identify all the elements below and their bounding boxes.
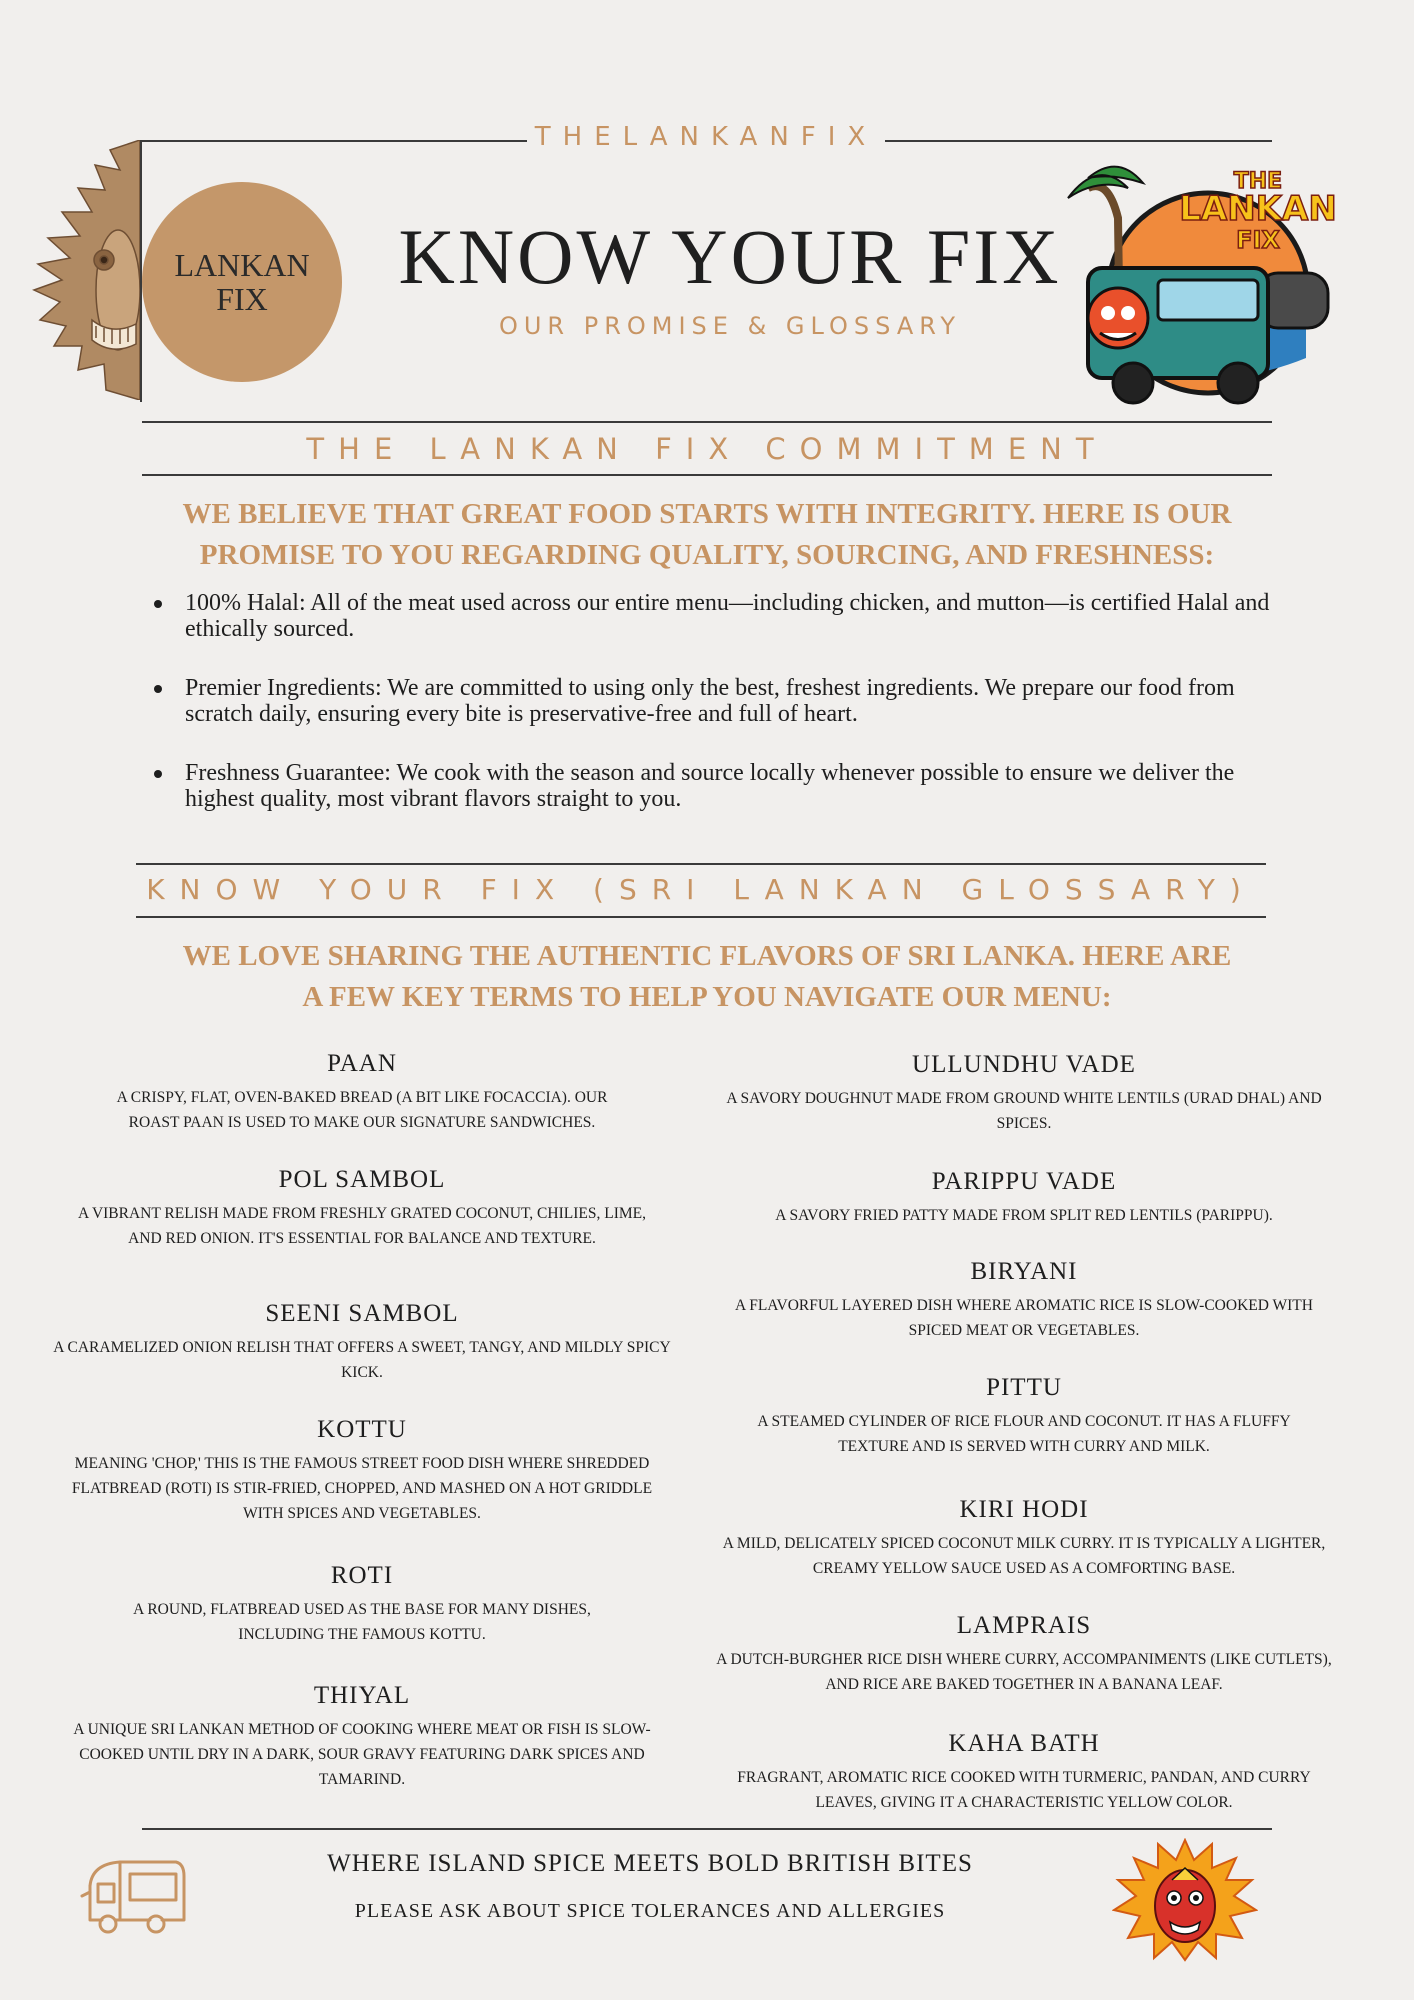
truck-logo-line3: FIX [1236,226,1280,254]
glossary-entry-ullundhu-vade [712,1051,1336,1136]
glossary-definition: A VIBRANT RELISH MADE FROM FRESHLY GRATED COCONUT, CHILIES, LIME, AND RED ONION. IT'S ESSENTIAL FOR BALANCE AND TEXTURE. [78,1205,646,1247]
glossary-entry-biryani [712,1258,1336,1343]
glossary-entry-pittu [712,1374,1336,1459]
sun-mask-icon [1112,1838,1258,1962]
footer-tagline: WHERE ISLAND SPICE MEETS BOLD BRITISH BITES [327,1850,973,1877]
logo-line1: LANKAN [174,247,310,283]
promise-item-freshness: Freshness Guarantee: We cook with the season and source locally whenever possible to ensure we deliver the highest quality, most vibrant flavors straight to you. [150,760,1270,812]
glossary-term: SEENI SAMBOL [265,1300,459,1327]
glossary-definition: FRAGRANT, AROMATIC RICE COOKED WITH TURMERIC, PANDAN, AND CURRY LEAVES, GIVING IT A CHARACTERISTIC YELLOW COLOR. [737,1769,1311,1811]
glossary-definition: A CRISPY, FLAT, OVEN-BAKED BREAD (A BIT LIKE FOCACCIA). OUR ROAST PAAN IS USED TO MAKE OUR SIGNATURE SANDWICHES. [116,1089,608,1131]
glossary-entry-thiyal [52,1682,672,1792]
glossary-bottom-rule [136,916,1266,918]
glossary-intro-line1: WE LOVE SHARING THE AUTHENTIC FLAVORS OF SRI LANKA. HERE ARE [182,940,1232,972]
footer-allergy-note: PLEASE ASK ABOUT SPICE TOLERANCES AND ALLERGIES [354,1900,946,1922]
glossary-term: PITTU [986,1374,1062,1401]
glossary-heading: KNOW YOUR FIX (SRI LANKAN GLOSSARY) [146,873,1256,906]
glossary-intro-line2: A FEW KEY TERMS TO HELP YOU NAVIGATE OUR MENU: [302,981,1112,1013]
footer-rule [142,1828,1272,1830]
glossary-definition: A FLAVORFUL LAYERED DISH WHERE AROMATIC RICE IS SLOW-COOKED WITH SPICED MEAT OR VEGETABLES. [735,1297,1313,1339]
glossary-definition: A DUTCH-BURGHER RICE DISH WHERE CURRY, ACCOMPANIMENTS (LIKE CUTLETS), AND RICE ARE BAKED TOGETHER IN A BANANA LEAF. [716,1651,1332,1693]
commitment-intro [100,494,1314,576]
glossary-entry-parippu-vade [712,1168,1336,1228]
glossary-definition: A SAVORY DOUGHNUT MADE FROM GROUND WHITE LENTILS (URAD DHAL) AND SPICES. [726,1090,1322,1132]
glossary-top-rule [136,863,1266,865]
food-truck-logo-icon [1058,158,1354,408]
truck-logo-line2: LANKAN [1179,189,1337,229]
glossary-definition: A CARAMELIZED ONION RELISH THAT OFFERS A SWEET, TANGY, AND MILDLY SPICY KICK. [53,1339,671,1381]
glossary-term: PARIPPU VADE [931,1168,1117,1195]
glossary-definition: A UNIQUE SRI LANKAN METHOD OF COOKING WHERE MEAT OR FISH IS SLOW-COOKED UNTIL DRY IN A DARK, SOUR GRAVY FEATURING DARK SPICES AND TAMARIND. [73,1721,651,1788]
lankan-fix-logo [142,182,342,382]
commitment-bottom-rule [142,474,1272,476]
promise-item-ingredients: Premier Ingredients: We are committed to using only the best, freshest ingredients. We prepare our food from scratch daily, ensuring every bite is preservative-free and full of heart. [150,675,1270,727]
commitment-intro-line1: WE BELIEVE THAT GREAT FOOD STARTS WITH INTEGRITY. HERE IS OUR [182,498,1232,530]
commitment-top-rule [142,421,1272,423]
glossary-term: KIRI HODI [959,1496,1089,1523]
page-subtitle: OUR PROMISE & GLOSSARY [498,312,962,340]
promise-item-halal: 100% Halal: All of the meat used across our entire menu—including chicken, and mutton—is certified Halal and ethically sourced. [150,590,1270,642]
glossary-entry-kiri-hodi [712,1496,1336,1581]
glossary-entry-lamprais [712,1612,1336,1697]
glossary-entry-kottu [52,1416,672,1526]
glossary-entry-paan [52,1050,672,1135]
glossary-definition: A SAVORY FRIED PATTY MADE FROM SPLIT RED LENTILS (PARIPPU). [775,1207,1273,1224]
glossary-term: KOTTU [317,1416,407,1443]
glossary-definition: A STEAMED CYLINDER OF RICE FLOUR AND COCONUT. IT HAS A FLUFFY TEXTURE AND IS SERVED WITH CURRY AND MILK. [757,1413,1291,1455]
glossary-intro [100,936,1314,1018]
brand-banner [140,122,1272,162]
glossary-term: BIRYANI [970,1258,1078,1285]
glossary-term: THIYAL [313,1682,411,1709]
glossary-term: POL SAMBOL [278,1166,446,1193]
glossary-term: ULLUNDHU VADE [912,1051,1136,1078]
page-title: KNOW YOUR FIX [398,213,1062,300]
promise-list [150,590,1270,845]
glossary-entry-kaha-bath [712,1730,1336,1815]
commitment-intro-line2: PROMISE TO YOU REGARDING QUALITY, SOURCING, AND FRESHNESS: [199,539,1215,571]
glossary-term: PAAN [327,1050,397,1077]
brand-text-wrap [140,122,1272,152]
truck-logo-line1: THE [1233,169,1283,194]
brand-name: THELANKANFIX [527,122,885,152]
glossary-entry-seeni-sambol [52,1300,672,1385]
glossary-definition: A ROUND, FLATBREAD USED AS THE BASE FOR MANY DISHES, INCLUDING THE FAMOUS KOTTU. [133,1601,591,1643]
glossary-definition: A MILD, DELICATELY SPICED COCONUT MILK CURRY. IT IS TYPICALLY A LIGHTER, CREAMY YELLOW SAUCE USED AS A COMFORTING BASE. [722,1535,1326,1577]
traditional-mask-icon [0,140,140,400]
tuktuk-icon [80,1856,190,1940]
glossary-entry-pol-sambol [52,1166,672,1251]
glossary-entry-roti [52,1562,672,1647]
logo-line2: FIX [216,281,268,317]
glossary-term: LAMPRAIS [956,1612,1092,1639]
glossary-term: ROTI [330,1562,394,1589]
commitment-heading: THE LANKAN FIX COMMITMENT [306,432,1108,466]
glossary-term: KAHA BATH [948,1730,1100,1757]
glossary-definition: MEANING 'CHOP,' THIS IS THE FAMOUS STREET FOOD DISH WHERE SHREDDED FLATBREAD (ROTI) IS STIR-FRIED, CHOPPED, AND MASHED ON A HOT GRIDDLE WITH SPICES AND VEGETABLES. [71,1455,653,1522]
